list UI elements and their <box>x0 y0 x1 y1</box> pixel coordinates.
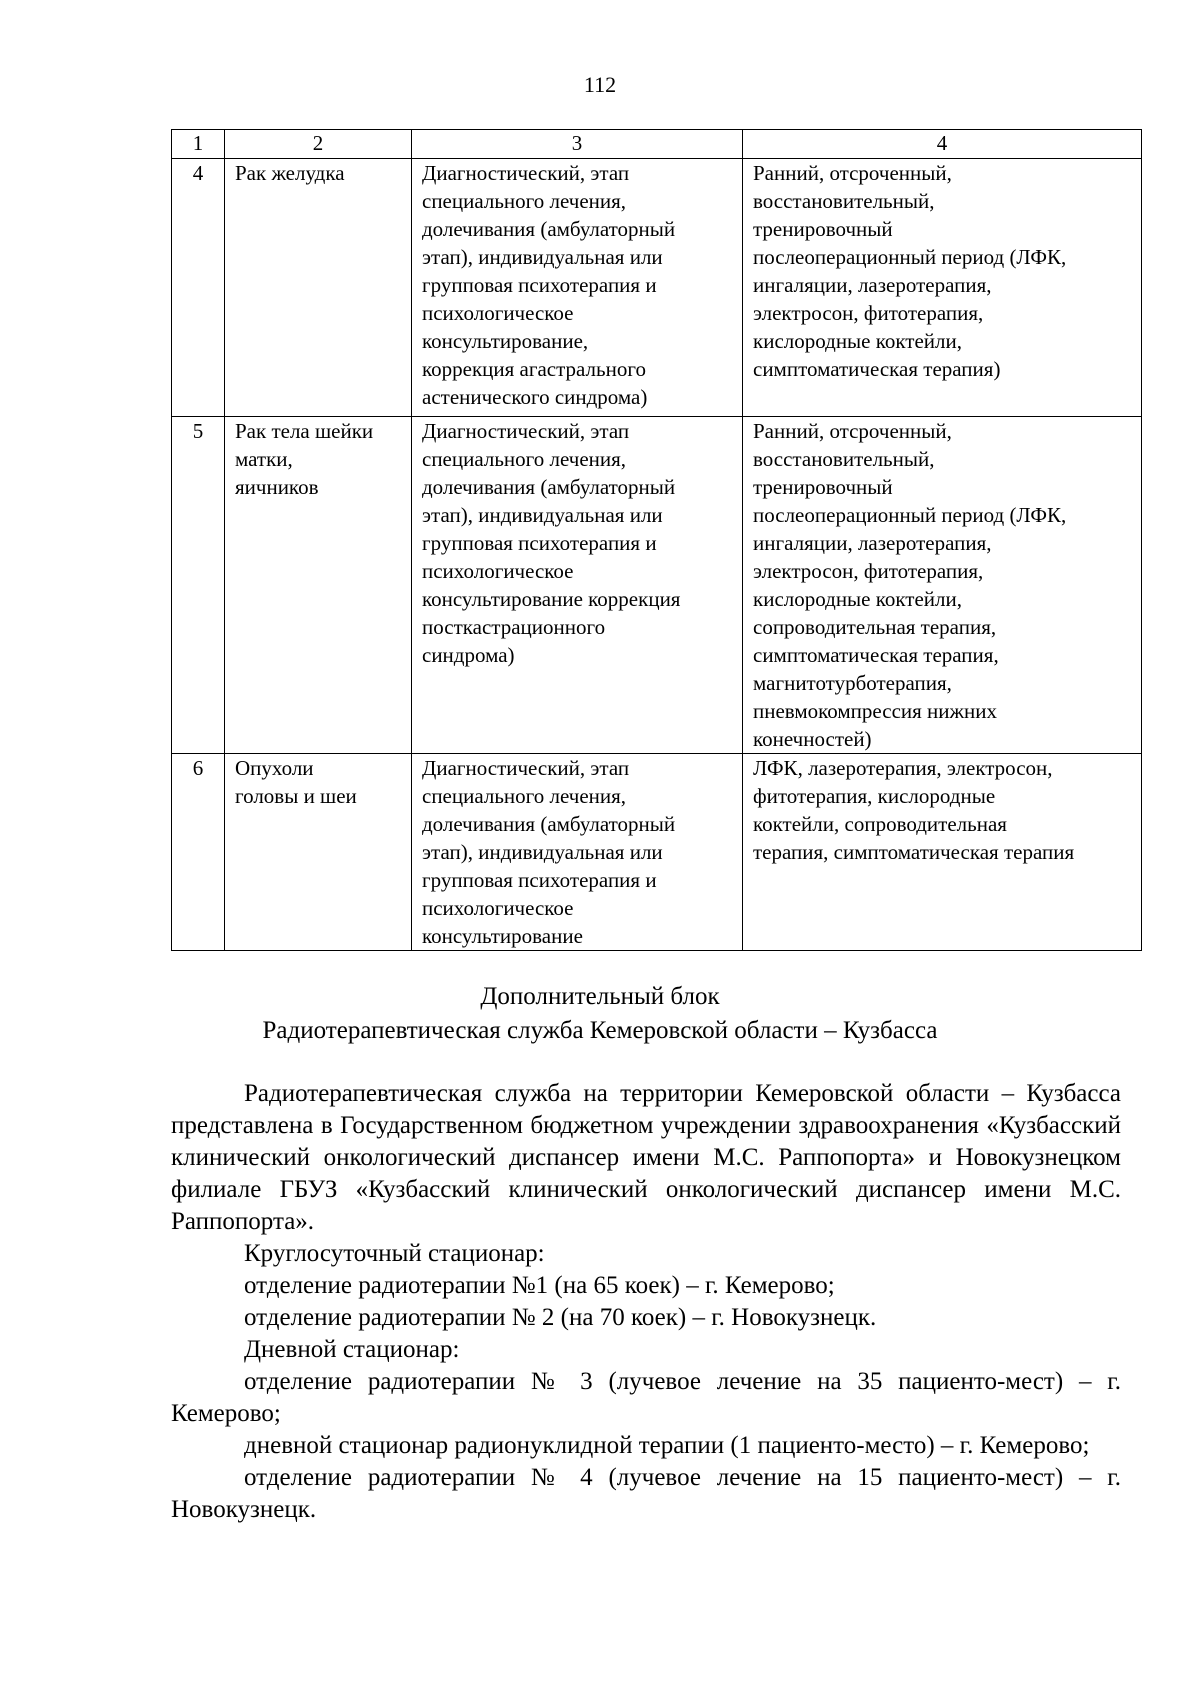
rehabilitation-table <box>171 129 1142 951</box>
rehab-methods-cell: ЛФК, лазеротерапия, электросон, фитотерапия, кислородные коктейли, сопроводительная терапия, симптоматическая терапия <box>743 754 1142 951</box>
stage-cell: Диагностический, этап специального лечения, долечивания (амбулаторный этап), индивидуальная или групповая психотерапия и психологическое консультирование, коррекция агастрального астенического синдрома) <box>412 159 743 417</box>
rehab-methods-cell: Ранний, отсроченный, восстановительный, тренировочный послеоперационный период (ЛФК, ингаляции, лазеротерапия, электросон, фитотерапия, кислородные коктейли, сопроводительная терапия, симптоматическая терапия, магнитотурботерапия, пневмокомпрессия нижних конечностей) <box>743 417 1142 754</box>
header-cell-4: 4 <box>743 130 1142 159</box>
table-row <box>172 754 1142 951</box>
paragraph: дневной стационар радионуклидной терапии (1 пациенто-место) – г. Кемерово; <box>244 1432 1090 1459</box>
row-number: 4 <box>172 159 225 417</box>
block-title: Дополнительный блок <box>480 983 720 1010</box>
diagnosis-cell: Рак желудка <box>225 159 412 417</box>
stage-cell: Диагностический, этап специального лечения, долечивания (амбулаторный этап), индивидуальная или групповая психотерапия и психологическое консультирование коррекция посткастрационного синдрома) <box>412 417 743 754</box>
block-subtitle: Радиотерапевтическая служба Кемеровской области – Кузбасса <box>262 1017 938 1044</box>
paragraph: Радиотерапевтическая служба на территории Кемеровской области – Кузбасса представлена в Государственном бюджетном учреждении здравоохранения «Кузбасский клинический онкологический диспансер имени М.С. Раппопорта» и Новокузнецком филиале ГБУЗ «Кузбасский клинический онкологический диспансер имени М.С. Раппопорта». <box>171 1080 1121 1235</box>
stage-cell: Диагностический, этап специального лечения, долечивания (амбулаторный этап), индивидуальная или групповая психотерапия и психологическое консультирование <box>412 754 743 951</box>
row-number: 6 <box>172 754 225 951</box>
table-row <box>172 417 1142 754</box>
header-cell-2: 2 <box>225 130 412 159</box>
diagnosis-cell: Опухоли головы и шеи <box>225 754 412 951</box>
header-cell-3: 3 <box>412 130 743 159</box>
paragraph: Дневной стационар: <box>244 1336 460 1363</box>
paragraph: Круглосуточный стационар: <box>244 1240 545 1267</box>
body-text <box>171 1078 1121 1526</box>
table-row <box>172 159 1142 417</box>
header-cell-1: 1 <box>172 130 225 159</box>
paragraph: отделение радиотерапии №1 (на 65 коек) – г. Кемерово; <box>244 1272 835 1299</box>
row-number: 5 <box>172 417 225 754</box>
page-number: 112 <box>583 72 617 97</box>
paragraph: отделение радиотерапии № 2 (на 70 коек) – г. Новокузнецк. <box>244 1304 877 1331</box>
table-header-row <box>172 130 1142 159</box>
paragraph: отделение радиотерапии № 4 (лучевое лечение на 15 пациенто-мест) – г. Новокузнецк. <box>171 1464 1121 1523</box>
paragraph: отделение радиотерапии № 3 (лучевое лечение на 35 пациенто-мест) – г. Кемерово; <box>171 1368 1121 1427</box>
rehab-methods-cell: Ранний, отсроченный, восстановительный, тренировочный послеоперационный период (ЛФК, ингаляции, лазеротерапия, электросон, фитотерапия, кислородные коктейли, симптоматическая терапия) <box>743 159 1142 417</box>
diagnosis-cell: Рак тела шейки матки, яичников <box>225 417 412 754</box>
